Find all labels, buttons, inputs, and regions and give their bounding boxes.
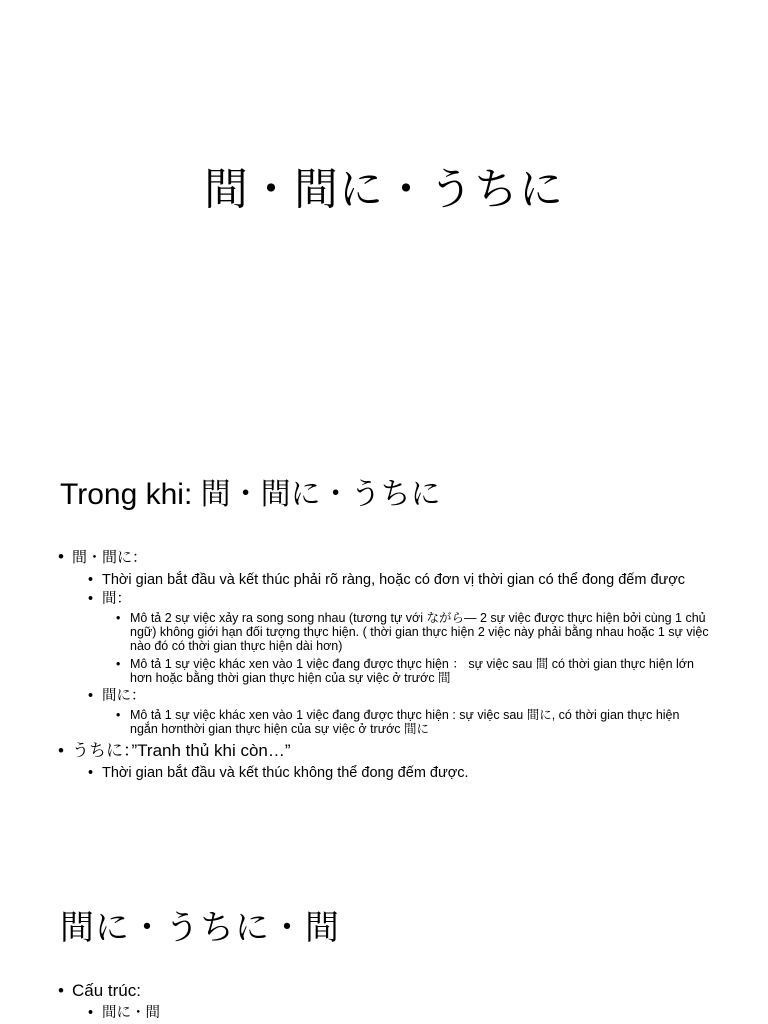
bullet-item [58, 980, 718, 1021]
sub-bullet-item: • Thời gian bắt đầu và kết thúc không thể đong đếm được. [88, 765, 718, 781]
detail-item: • Mô tả 1 sự việc khác xen vào 1 việc đang được thực hiện ： sự việc sau 間 có thời gian thực hiện lớn hơn hoặc bằng thời gian thực hiện của sự việc ở trước 間 [116, 657, 710, 685]
bullet-item [58, 740, 718, 781]
bullet-list [58, 980, 718, 1021]
sub-bullet-list [88, 765, 718, 781]
sub-bullet-label: 間： [102, 591, 131, 607]
slide-title [0, 0, 768, 432]
detail-list [116, 708, 718, 736]
slide-title-heading: 間・間に・うちに [204, 165, 564, 214]
bullet-label: Cấu trúc: [72, 981, 141, 1000]
bullet-list [58, 546, 718, 781]
sub-bullet-list [88, 572, 718, 736]
detail-list [116, 611, 718, 685]
slide-structure-heading: 間に・うちに・間 [60, 909, 340, 947]
detail-item: • Mô tả 1 sự việc khác xen vào 1 việc đang được thực hiện : sự việc sau 間に, có thời gian thực hiện ngắn hơnthời gian thực hiện của sự việc ở trước 間に [116, 708, 710, 736]
detail-item: • Mô tả 2 sự việc xảy ra song song nhau (tương tự với ながら― 2 sự việc được thực hiện bởi cùng 1 chủ ngữ) không giới hạn đối tượng thực hiện. ( thời gian thực hiện 2 việc này phải bằng nhau hoặc 1 sự việc nào đó có thời gian thực hiện dài hơn) [116, 611, 710, 653]
sub-bullet-label: 間に： [102, 688, 146, 704]
slide-content-heading: Trong khi: 間・間に・うちに [60, 478, 441, 511]
sub-bullet-item [88, 688, 718, 736]
sub-bullet-item [88, 591, 718, 685]
bullet-label: うちに：”Tranh thủ khi còn…” [72, 741, 291, 760]
sub-bullet-list [88, 1005, 718, 1021]
bullet-label: 間・間に： [72, 549, 148, 566]
sub-bullet-item: • Thời gian bắt đầu và kết thúc phải rõ ràng, hoặc có đơn vị thời gian có thể đong đếm được [88, 572, 718, 588]
bullet-item [58, 546, 718, 736]
sub-bullet-item: • 間に・間 [88, 1005, 718, 1021]
